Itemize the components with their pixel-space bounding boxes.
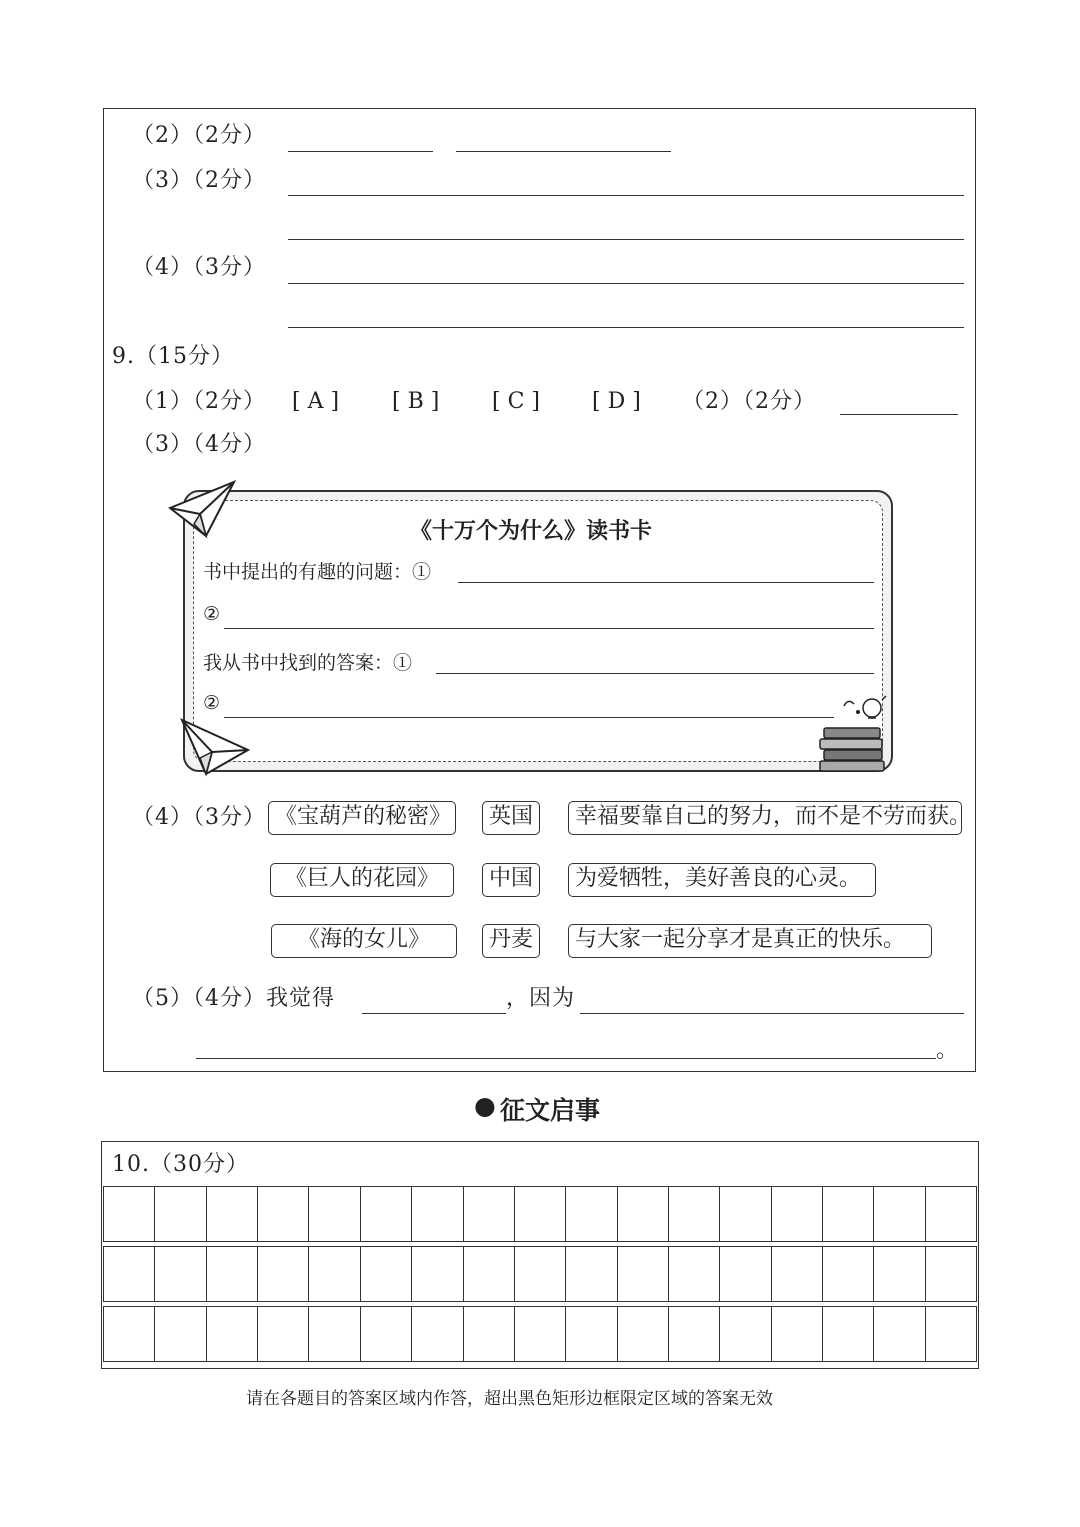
q8-item4-blank-2[interactable] [288,327,964,328]
bullet-icon: ● [474,1091,496,1120]
book-box-3[interactable]: 《海的女儿》 [271,924,457,958]
paper-plane-icon [166,478,238,540]
card-answer-blank-1[interactable] [436,673,874,674]
card-question-second-label: ② [203,603,221,625]
theme-box-2[interactable]: 为爱牺牲，美好善良的心灵。 [568,863,876,897]
q8-item3-blank-2[interactable] [288,239,964,240]
country-box-1[interactable]: 英国 [482,801,540,835]
q9-item2-label: （2）（2分） [682,389,816,414]
q8-item2-blank-2[interactable] [456,151,671,152]
reading-card-title: 《十万个为什么》读书卡 [410,519,653,544]
q8-item3-label: （3）（2分） [132,168,266,193]
writing-grid-row-1[interactable] [103,1186,977,1242]
paper-plane-icon [176,714,254,780]
q9-item5-blank-2[interactable] [580,1013,964,1014]
card-answer-label: 我从书中找到的答案：① [203,652,413,674]
q9-header: 9.（15分） [112,344,234,369]
q9-item4-label: （4）（3分） [132,805,266,830]
q8-item4-blank-1[interactable] [288,283,964,284]
lightbulb-icon [838,694,890,726]
footer-note: 请在各题目的答案区域内作答，超出黑色矩形边框限定区域的答案无效 [246,1389,773,1409]
q8-item2-blank-1[interactable] [288,151,433,152]
writing-grid-row-3[interactable] [103,1306,977,1362]
card-answer-second-label: ② [203,692,221,714]
card-answer-blank-2[interactable] [224,717,834,718]
q9-item2-blank[interactable] [840,414,958,415]
choice-d[interactable]: [ D ] [592,389,641,414]
q8-item2-label: （2）（2分） [132,123,266,148]
country-box-3[interactable]: 丹麦 [482,924,540,958]
q10-header: 10.（30分） [112,1152,249,1177]
choice-a[interactable]: [ A ] [292,389,340,414]
q9-item1-label: （1）（2分） [132,389,266,414]
q8-item3-blank-1[interactable] [288,195,964,196]
choice-b[interactable]: [ B ] [392,389,440,414]
card-question-blank-2[interactable] [224,628,874,629]
theme-box-1[interactable]: 幸福要靠自己的努力，而不是不劳而获。 [568,801,962,835]
card-question-blank-1[interactable] [458,582,874,583]
book-box-2[interactable]: 《巨人的花园》 [270,863,454,897]
q9-item5-end: 。 [936,1038,960,1063]
writing-grid-row-2[interactable] [103,1246,977,1302]
q9-item3-label: （3）（4分） [132,432,266,457]
q9-item5-blank-1[interactable] [362,1013,506,1014]
book-box-1[interactable]: 《宝葫芦的秘密》 [268,801,456,835]
country-box-2[interactable]: 中国 [482,863,540,897]
q9-item5-prefix: （5）（4分）我觉得 [132,986,335,1011]
card-question-label: 书中提出的有趣的问题：① [203,561,432,583]
book-stack-icon [818,724,888,774]
theme-box-3[interactable]: 与大家一起分享才是真正的快乐。 [568,924,932,958]
section-title: 征文启事 [500,1096,601,1125]
q9-item5-blank-3[interactable] [196,1058,936,1059]
choice-c[interactable]: [ C ] [492,389,540,414]
q9-item5-because: ，因为 [506,986,576,1011]
q8-item4-label: （4）（3分） [132,255,266,280]
